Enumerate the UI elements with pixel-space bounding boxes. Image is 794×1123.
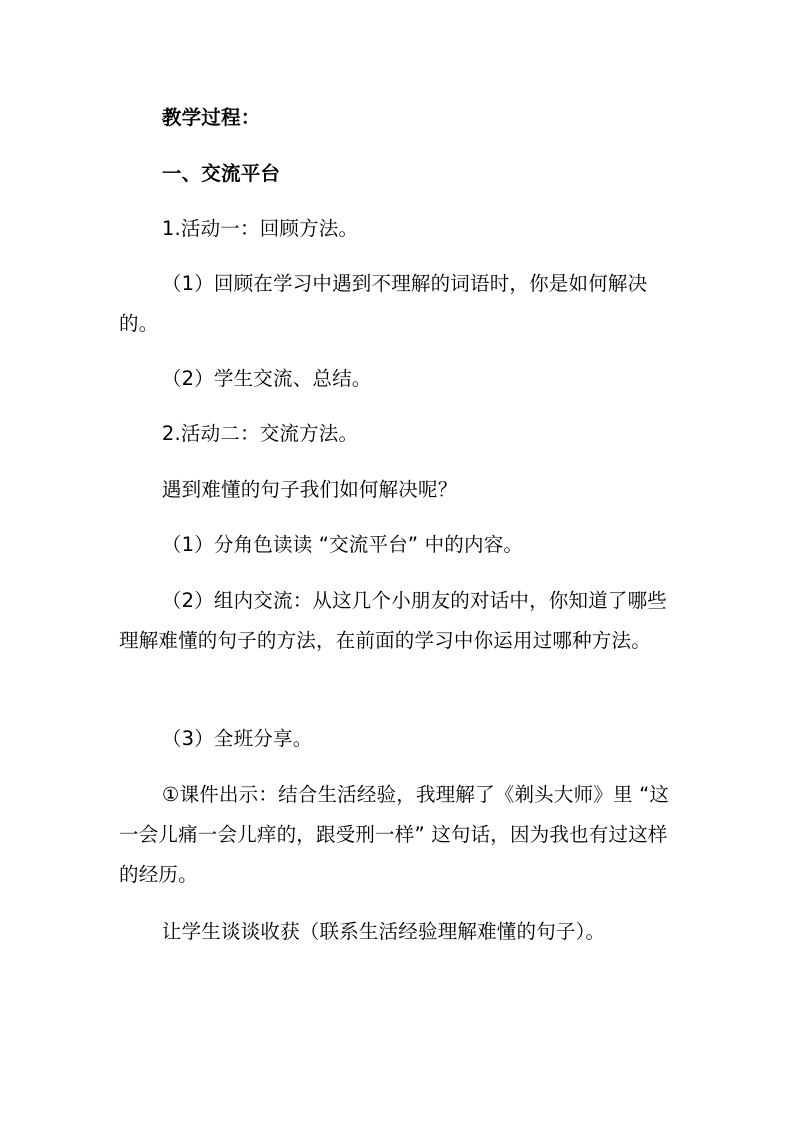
activity-two-step-two: （2）组内交流：从这几个小朋友的对话中，你知道了哪些理解难懂的句子的方法，在前面的学习中你运用过哪种方法。 bbox=[119, 589, 667, 652]
courseware-display: ①课件出示：结合生活经验，我理解了《剃头大师》里 “这一会儿痛一会儿痒的，跟受刑一样” 这句话，因为我也有过这样的经历。 bbox=[119, 783, 670, 886]
activity-one-step-one: （1）回顾在学习中遇到不理解的词语时，你是如何解决的。 bbox=[119, 272, 648, 335]
students-harvest: 让学生谈谈收获（联系生活经验理解难懂的句子）。 bbox=[161, 920, 606, 943]
teaching-process-heading: 教学过程： bbox=[161, 106, 261, 129]
activity-one-title: 1.活动一：回顾方法。 bbox=[161, 217, 359, 240]
activity-two-step-one: （1）分角色读读 “交流平台” 中的内容。 bbox=[161, 533, 524, 556]
activity-two-title: 2.活动二：交流方法。 bbox=[161, 422, 359, 445]
activity-one-step-two: （2）学生交流、总结。 bbox=[161, 367, 372, 390]
section-heading-exchange-platform: 一、交流平台 bbox=[161, 162, 281, 185]
activity-two-step-three: （3）全班分享。 bbox=[161, 727, 313, 750]
activity-two-question: 遇到难懂的句子我们如何解决呢？ bbox=[161, 478, 458, 501]
